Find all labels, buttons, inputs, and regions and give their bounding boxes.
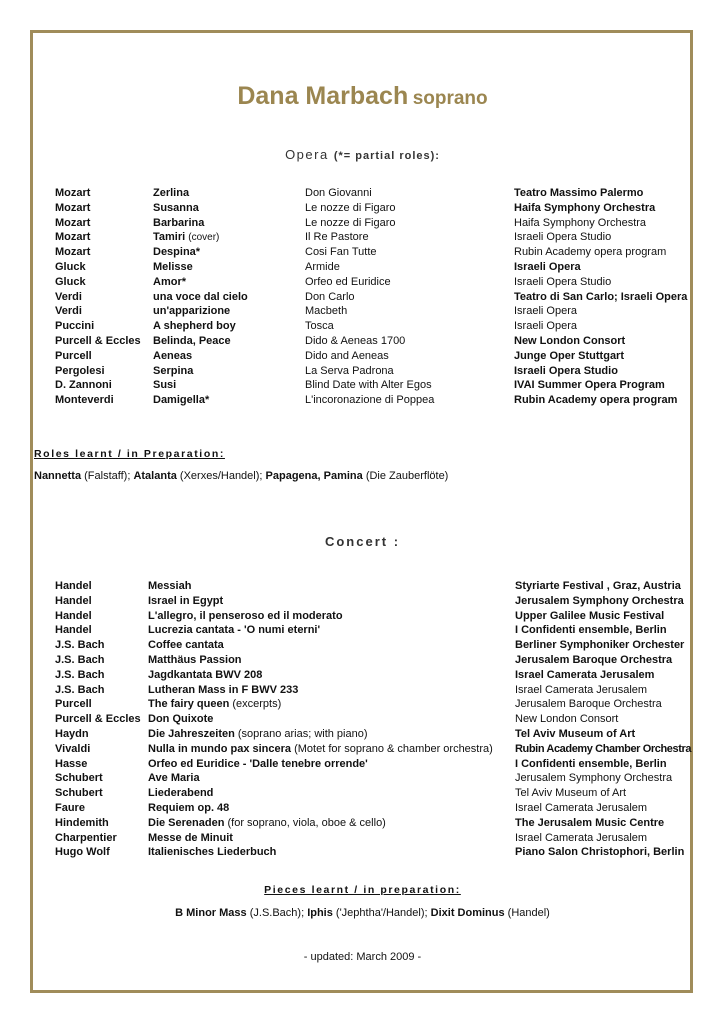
concert-work: Lutheran Mass in F BWV 233 bbox=[148, 683, 299, 696]
concert-work: Italienisches Liederbuch bbox=[148, 846, 277, 859]
concert-composer: J.S. Bach bbox=[55, 639, 105, 652]
concert-composer: Schubert bbox=[55, 787, 103, 800]
concert-row bbox=[0, 668, 725, 683]
concert-venue: Israel Camerata Jerusalem bbox=[515, 802, 648, 814]
opera-composer: D. Zannoni bbox=[55, 379, 112, 392]
concert-row bbox=[0, 831, 725, 846]
opera-row bbox=[0, 216, 725, 231]
opera-role-cell bbox=[153, 378, 176, 393]
concert-work-cell bbox=[148, 757, 368, 772]
concert-composer: Handel bbox=[55, 609, 92, 622]
concert-work-cell bbox=[148, 845, 276, 860]
opera-composer: Mozart bbox=[55, 187, 91, 199]
opera-heading-label: Opera bbox=[285, 147, 329, 162]
opera-composer: Mozart bbox=[55, 201, 91, 214]
opera-heading-note: (*= partial roles): bbox=[333, 150, 440, 162]
concert-composer: Handel bbox=[55, 624, 92, 637]
learnt-role: Papagena, Pamina bbox=[265, 470, 363, 482]
opera-work: Macbeth bbox=[305, 305, 348, 318]
concert-work: Orfeo ed Euridice - 'Dalle tenebre orrende' bbox=[148, 757, 368, 770]
opera-role: Damigella* bbox=[153, 394, 210, 407]
learnt-work: (Xerxes/Handel); bbox=[179, 470, 263, 482]
concert-row bbox=[0, 609, 725, 624]
concert-row bbox=[0, 771, 725, 786]
opera-role: Barbarina bbox=[153, 216, 205, 229]
concert-heading: Concert : bbox=[324, 534, 401, 549]
concert-work: Matthäus Passion bbox=[148, 654, 242, 666]
concert-venue: Tel Aviv Museum of Art bbox=[515, 728, 636, 740]
learnt-piece: Dixit Dominus bbox=[430, 907, 505, 919]
opera-role: Zerlina bbox=[153, 187, 190, 199]
opera-role-cell bbox=[153, 334, 231, 349]
opera-work: Dido and Aeneas bbox=[305, 349, 389, 362]
pieces-learnt-line bbox=[0, 907, 725, 919]
opera-composer: Puccini bbox=[55, 320, 95, 333]
concert-composer: Handel bbox=[55, 594, 92, 607]
opera-composer: Gluck bbox=[55, 275, 86, 288]
opera-venue: Rubin Academy opera program bbox=[514, 394, 678, 407]
concert-row bbox=[0, 638, 725, 653]
concert-row bbox=[0, 757, 725, 772]
concert-work: Coffee cantata bbox=[148, 639, 224, 652]
opera-venue: Israeli Opera bbox=[514, 261, 581, 273]
concert-venue: Israel Camerata Jerusalem bbox=[515, 683, 648, 696]
concert-work-cell bbox=[148, 742, 493, 757]
singer-name: Dana Marbach bbox=[237, 82, 409, 110]
concert-work: Die Jahreszeiten bbox=[148, 728, 235, 740]
opera-work: Cosi Fan Tutte bbox=[305, 246, 377, 259]
opera-role: Despina* bbox=[153, 246, 201, 259]
concert-work-cell bbox=[148, 831, 233, 846]
opera-composer: Gluck bbox=[55, 261, 86, 273]
opera-composer: Mozart bbox=[55, 216, 91, 229]
opera-work: Blind Date with Alter Egos bbox=[305, 379, 432, 392]
concert-work: L'allegro, il penseroso ed il moderato bbox=[148, 609, 343, 622]
opera-role-cell bbox=[153, 319, 236, 334]
roles-learnt-heading: Roles learnt / in Preparation: bbox=[34, 448, 225, 460]
opera-role: un'apparizione bbox=[153, 305, 231, 318]
pieces-learnt-heading: Pieces learnt / in preparation: bbox=[264, 884, 461, 896]
opera-work: Tosca bbox=[305, 320, 334, 333]
concert-work: Nulla in mundo pax sincera bbox=[148, 742, 292, 755]
opera-composer: Purcell bbox=[55, 349, 92, 362]
opera-role: una voce dal cielo bbox=[153, 290, 248, 303]
opera-composer: Purcell & Eccles bbox=[55, 335, 141, 347]
opera-role: Belinda, Peace bbox=[153, 335, 231, 347]
learnt-piece-composer: (Handel) bbox=[507, 907, 550, 919]
concert-venue: Piano Salon Christophori, Berlin bbox=[515, 846, 685, 859]
opera-row bbox=[0, 319, 725, 334]
opera-role: Tamiri bbox=[153, 231, 186, 244]
concert-work: Ave Maria bbox=[148, 772, 200, 785]
opera-venue: Haifa Symphony Orchestra bbox=[514, 216, 647, 229]
concert-row bbox=[0, 623, 725, 638]
concert-venue: Berliner Symphoniker Orchester bbox=[515, 639, 685, 652]
opera-venue: Israeli Opera bbox=[514, 320, 577, 333]
opera-venue: Haifa Symphony Orchestra bbox=[514, 201, 656, 214]
opera-venue: Israeli Opera Studio bbox=[514, 364, 618, 377]
opera-role-cell bbox=[153, 290, 248, 305]
concert-work-cell bbox=[148, 594, 223, 609]
concert-work: Messe de Minuit bbox=[148, 831, 233, 844]
opera-work: Le nozze di Figaro bbox=[305, 201, 396, 214]
opera-work: Don Carlo bbox=[305, 290, 355, 303]
concert-venue: Jerusalem Symphony Orchestra bbox=[515, 594, 684, 607]
opera-role: Serpina bbox=[153, 364, 194, 377]
concert-work: Die Serenaden bbox=[148, 816, 225, 829]
concert-composer: Hugo Wolf bbox=[55, 846, 110, 859]
concert-venue: The Jerusalem Music Centre bbox=[515, 816, 665, 829]
concert-work-cell bbox=[148, 771, 200, 786]
concert-work-cell bbox=[148, 683, 298, 698]
opera-role-cell bbox=[153, 364, 193, 379]
concert-work-cell bbox=[148, 801, 229, 816]
concert-work-note: (for soprano, viola, oboe & cello) bbox=[227, 816, 386, 829]
concert-work-note: (excerpts) bbox=[232, 698, 282, 711]
concert-composer: J.S. Bach bbox=[55, 683, 105, 696]
opera-role-cell bbox=[153, 393, 209, 408]
opera-row bbox=[0, 275, 725, 290]
opera-role: A shepherd boy bbox=[153, 320, 236, 333]
concert-venue: Tel Aviv Museum of Art bbox=[515, 787, 627, 800]
opera-role-cell bbox=[153, 230, 219, 245]
learnt-piece-composer: (J.S.Bach); bbox=[249, 907, 305, 919]
concert-row bbox=[0, 697, 725, 712]
opera-row bbox=[0, 290, 725, 305]
concert-venue: Israel Camerata Jerusalem bbox=[515, 668, 655, 681]
concert-work-note: (Motet for soprano & chamber orchestra) bbox=[294, 742, 493, 755]
opera-role: Amor* bbox=[153, 275, 187, 288]
opera-composer: Mozart bbox=[55, 246, 91, 259]
opera-role-cell bbox=[153, 260, 193, 275]
opera-row bbox=[0, 245, 725, 260]
opera-role-cell bbox=[153, 349, 192, 364]
concert-row bbox=[0, 742, 725, 757]
concert-venue: Jerusalem Symphony Orchestra bbox=[515, 772, 673, 785]
concert-work-cell bbox=[148, 697, 281, 712]
opera-role-cell bbox=[153, 245, 200, 260]
opera-row bbox=[0, 230, 725, 245]
concert-composer: Hasse bbox=[55, 757, 88, 770]
opera-role-cell bbox=[153, 216, 204, 231]
concert-composer: Purcell & Eccles bbox=[55, 713, 141, 726]
concert-venue: Israel Camerata Jerusalem bbox=[515, 831, 648, 844]
opera-work: Il Re Pastore bbox=[305, 231, 369, 244]
opera-role: Aeneas bbox=[153, 349, 193, 362]
opera-work: Le nozze di Figaro bbox=[305, 216, 396, 229]
opera-row bbox=[0, 349, 725, 364]
concert-work-cell bbox=[148, 653, 242, 668]
opera-role-note: (cover) bbox=[188, 232, 220, 244]
concert-row bbox=[0, 845, 725, 860]
concert-row bbox=[0, 727, 725, 742]
opera-row bbox=[0, 334, 725, 349]
concert-composer: Haydn bbox=[55, 728, 89, 740]
concert-composer: J.S. Bach bbox=[55, 668, 105, 681]
opera-venue: Israeli Opera Studio bbox=[514, 275, 612, 288]
concert-composer: Purcell bbox=[55, 698, 92, 711]
opera-composer: Pergolesi bbox=[55, 364, 105, 377]
page-title bbox=[0, 82, 725, 111]
opera-role: Susanna bbox=[153, 201, 199, 214]
opera-heading bbox=[0, 147, 725, 162]
concert-work-cell bbox=[148, 712, 213, 727]
opera-row bbox=[0, 393, 725, 408]
concert-composer: Vivaldi bbox=[55, 742, 91, 755]
opera-role: Melisse bbox=[153, 261, 193, 273]
concert-work-cell bbox=[148, 816, 386, 831]
opera-work: Armide bbox=[305, 261, 340, 273]
learnt-role: Atalanta bbox=[133, 470, 177, 482]
opera-composer: Verdi bbox=[55, 305, 82, 318]
concert-work: Messiah bbox=[148, 580, 192, 592]
opera-role-cell bbox=[153, 186, 189, 201]
concert-row bbox=[0, 712, 725, 727]
concert-work-cell bbox=[148, 638, 224, 653]
opera-venue: Junge Oper Stuttgart bbox=[514, 349, 625, 362]
concert-row bbox=[0, 683, 725, 698]
concert-work-cell bbox=[148, 609, 343, 624]
opera-work: La Serva Padrona bbox=[305, 364, 394, 377]
concert-work-cell bbox=[148, 623, 320, 638]
opera-row bbox=[0, 378, 725, 393]
learnt-work: (Die Zauberflöte) bbox=[365, 470, 449, 482]
learnt-piece: B Minor Mass bbox=[175, 907, 247, 919]
learnt-piece: Iphis bbox=[307, 907, 333, 919]
concert-composer: J.S. Bach bbox=[55, 654, 105, 666]
opera-work: Orfeo ed Euridice bbox=[305, 275, 391, 288]
concert-work-cell bbox=[148, 579, 191, 594]
opera-composer: Monteverdi bbox=[55, 394, 114, 407]
opera-venue: Teatro Massimo Palermo bbox=[514, 187, 644, 199]
concert-work: Requiem op. 48 bbox=[148, 802, 230, 814]
opera-work: Don Giovanni bbox=[305, 187, 372, 199]
concert-composer: Schubert bbox=[55, 772, 103, 785]
concert-venue: Jerusalem Baroque Orchestra bbox=[515, 654, 673, 666]
concert-work: Liederabend bbox=[148, 787, 214, 800]
learnt-role: Nannetta bbox=[34, 470, 82, 482]
concert-row bbox=[0, 579, 725, 594]
updated-footer: - updated: March 2009 - bbox=[303, 951, 422, 963]
concert-row bbox=[0, 594, 725, 609]
concert-row bbox=[0, 801, 725, 816]
concert-work-note: (soprano arias; with piano) bbox=[237, 728, 368, 740]
opera-work: L'incoronazione di Poppea bbox=[305, 394, 435, 407]
opera-row bbox=[0, 364, 725, 379]
opera-venue: Israeli Opera bbox=[514, 305, 577, 318]
opera-row bbox=[0, 186, 725, 201]
concert-work: Jagdkantata BWV 208 bbox=[148, 668, 263, 681]
opera-venue: Rubin Academy opera program bbox=[514, 246, 667, 259]
concert-venue: I Confidenti ensemble, Berlin bbox=[515, 624, 667, 637]
opera-role-cell bbox=[153, 275, 186, 290]
opera-composer: Mozart bbox=[55, 231, 91, 244]
opera-row bbox=[0, 304, 725, 319]
concert-venue: New London Consort bbox=[515, 713, 619, 726]
concert-work-cell bbox=[148, 786, 213, 801]
concert-venue: Rubin Academy Chamber Orchestra bbox=[515, 742, 692, 755]
concert-composer: Charpentier bbox=[55, 831, 117, 844]
concert-row bbox=[0, 816, 725, 831]
opera-venue: Israeli Opera Studio bbox=[514, 231, 612, 244]
learnt-piece-composer: ('Jephtha'/Handel); bbox=[335, 907, 428, 919]
opera-role-cell bbox=[153, 201, 199, 216]
concert-venue: I Confidenti ensemble, Berlin bbox=[515, 757, 667, 770]
concert-venue: Styriarte Festival , Graz, Austria bbox=[515, 580, 681, 592]
opera-role-cell bbox=[153, 304, 230, 319]
opera-venue: New London Consort bbox=[514, 335, 626, 347]
concert-composer: Hindemith bbox=[55, 816, 109, 829]
learnt-work: (Falstaff); bbox=[84, 470, 131, 482]
opera-row bbox=[0, 260, 725, 275]
concert-work-cell bbox=[148, 727, 368, 742]
concert-composer: Handel bbox=[55, 580, 92, 592]
concert-work-cell bbox=[148, 668, 262, 683]
concert-work: Israel in Egypt bbox=[148, 594, 224, 607]
opera-venue: Teatro di San Carlo; Israeli Opera bbox=[514, 290, 688, 303]
concert-row bbox=[0, 653, 725, 668]
opera-work: Dido & Aeneas 1700 bbox=[305, 335, 406, 347]
concert-row bbox=[0, 786, 725, 801]
opera-role: Susi bbox=[153, 379, 177, 392]
roles-learnt-line bbox=[34, 470, 448, 482]
concert-work: The fairy queen bbox=[148, 698, 230, 711]
concert-work: Don Quixote bbox=[148, 713, 214, 726]
concert-composer: Faure bbox=[55, 802, 85, 814]
concert-work: Lucrezia cantata - 'O numi eterni' bbox=[148, 624, 321, 637]
opera-composer: Verdi bbox=[55, 290, 82, 303]
opera-row bbox=[0, 201, 725, 216]
opera-venue: IVAI Summer Opera Program bbox=[514, 379, 665, 392]
concert-venue: Jerusalem Baroque Orchestra bbox=[515, 698, 662, 711]
voice-type: soprano bbox=[412, 88, 488, 109]
concert-venue: Upper Galilee Music Festival bbox=[515, 609, 665, 622]
